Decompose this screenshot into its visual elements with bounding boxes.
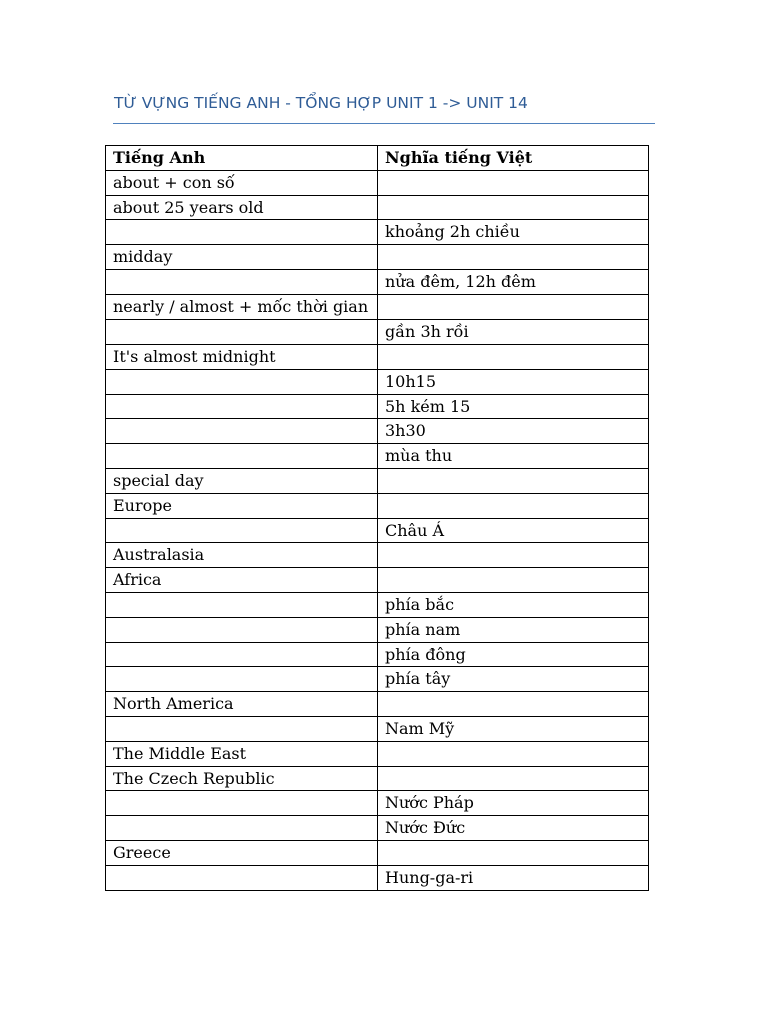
vietnamese-cell — [378, 345, 649, 370]
table-row — [106, 791, 649, 816]
table-row — [106, 220, 649, 245]
vietnamese-cell: 10h15 — [378, 369, 649, 394]
vietnamese-cell — [378, 245, 649, 270]
english-cell: North America — [106, 692, 378, 717]
english-cell: special day — [106, 469, 378, 494]
vietnamese-cell: nửa đêm, 12h đêm — [378, 269, 649, 294]
table-row — [106, 245, 649, 270]
vietnamese-cell: phía bắc — [378, 593, 649, 618]
table-row — [106, 195, 649, 220]
english-cell — [106, 394, 378, 419]
vietnamese-cell: Hung-ga-ri — [378, 865, 649, 890]
vietnamese-cell: phía nam — [378, 617, 649, 642]
table-row — [106, 568, 649, 593]
vietnamese-cell: Châu Á — [378, 518, 649, 543]
english-cell — [106, 816, 378, 841]
vietnamese-cell — [378, 692, 649, 717]
vietnamese-cell: Nước Đức — [378, 816, 649, 841]
table-row — [106, 493, 649, 518]
title-underline — [113, 123, 655, 124]
vietnamese-cell: Nam Mỹ — [378, 717, 649, 742]
table-row — [106, 667, 649, 692]
table-row — [106, 741, 649, 766]
english-cell — [106, 593, 378, 618]
table-row — [106, 320, 649, 345]
english-cell: Greece — [106, 841, 378, 866]
table-row — [106, 469, 649, 494]
vietnamese-cell: 3h30 — [378, 419, 649, 444]
vietnamese-cell: gần 3h rồi — [378, 320, 649, 345]
english-cell — [106, 444, 378, 469]
table-row — [106, 345, 649, 370]
vietnamese-cell — [378, 841, 649, 866]
vietnamese-cell: phía tây — [378, 667, 649, 692]
page-title: TỪ VỰNG TIẾNG ANH - TỔNG HỢP UNIT 1 -> UNIT 14 — [114, 94, 528, 112]
english-cell: Australasia — [106, 543, 378, 568]
table-row — [106, 369, 649, 394]
vietnamese-cell — [378, 543, 649, 568]
column-header-vietnamese: Nghĩa tiếng Việt — [378, 146, 649, 171]
english-cell: The Czech Republic — [106, 766, 378, 791]
vietnamese-cell — [378, 766, 649, 791]
table-row — [106, 841, 649, 866]
english-cell — [106, 320, 378, 345]
english-cell: Europe — [106, 493, 378, 518]
english-cell — [106, 717, 378, 742]
english-cell: The Middle East — [106, 741, 378, 766]
english-cell — [106, 865, 378, 890]
table-row — [106, 294, 649, 320]
vietnamese-cell: 5h kém 15 — [378, 394, 649, 419]
vietnamese-cell — [378, 195, 649, 220]
column-header-english: Tiếng Anh — [106, 146, 378, 171]
table-row — [106, 444, 649, 469]
english-cell: midday — [106, 245, 378, 270]
english-cell: about + con số — [106, 170, 378, 195]
table-row — [106, 865, 649, 890]
vietnamese-cell — [378, 170, 649, 195]
vocabulary-table — [105, 145, 649, 891]
vietnamese-cell — [378, 469, 649, 494]
table-row — [106, 269, 649, 294]
table-row — [106, 617, 649, 642]
vietnamese-cell — [378, 493, 649, 518]
table-row — [106, 766, 649, 791]
english-cell — [106, 269, 378, 294]
table-row — [106, 170, 649, 195]
table-row — [106, 816, 649, 841]
table-header-row — [106, 146, 649, 171]
english-cell — [106, 369, 378, 394]
vietnamese-cell — [378, 568, 649, 593]
table-row — [106, 642, 649, 667]
english-cell — [106, 518, 378, 543]
table-row — [106, 543, 649, 568]
english-cell — [106, 419, 378, 444]
english-cell: nearly / almost + mốc thời gian — [106, 294, 378, 320]
vietnamese-cell — [378, 294, 649, 320]
table-row — [106, 419, 649, 444]
vietnamese-cell: phía đông — [378, 642, 649, 667]
vietnamese-cell: mùa thu — [378, 444, 649, 469]
english-cell — [106, 667, 378, 692]
table-row — [106, 717, 649, 742]
table-row — [106, 394, 649, 419]
english-cell — [106, 220, 378, 245]
vietnamese-cell — [378, 741, 649, 766]
english-cell — [106, 791, 378, 816]
table-row — [106, 518, 649, 543]
english-cell — [106, 642, 378, 667]
table-row — [106, 593, 649, 618]
english-cell: about 25 years old — [106, 195, 378, 220]
vietnamese-cell: Nước Pháp — [378, 791, 649, 816]
english-cell — [106, 617, 378, 642]
table-row — [106, 692, 649, 717]
vietnamese-cell: khoảng 2h chiều — [378, 220, 649, 245]
english-cell: Africa — [106, 568, 378, 593]
english-cell: It's almost midnight — [106, 345, 378, 370]
